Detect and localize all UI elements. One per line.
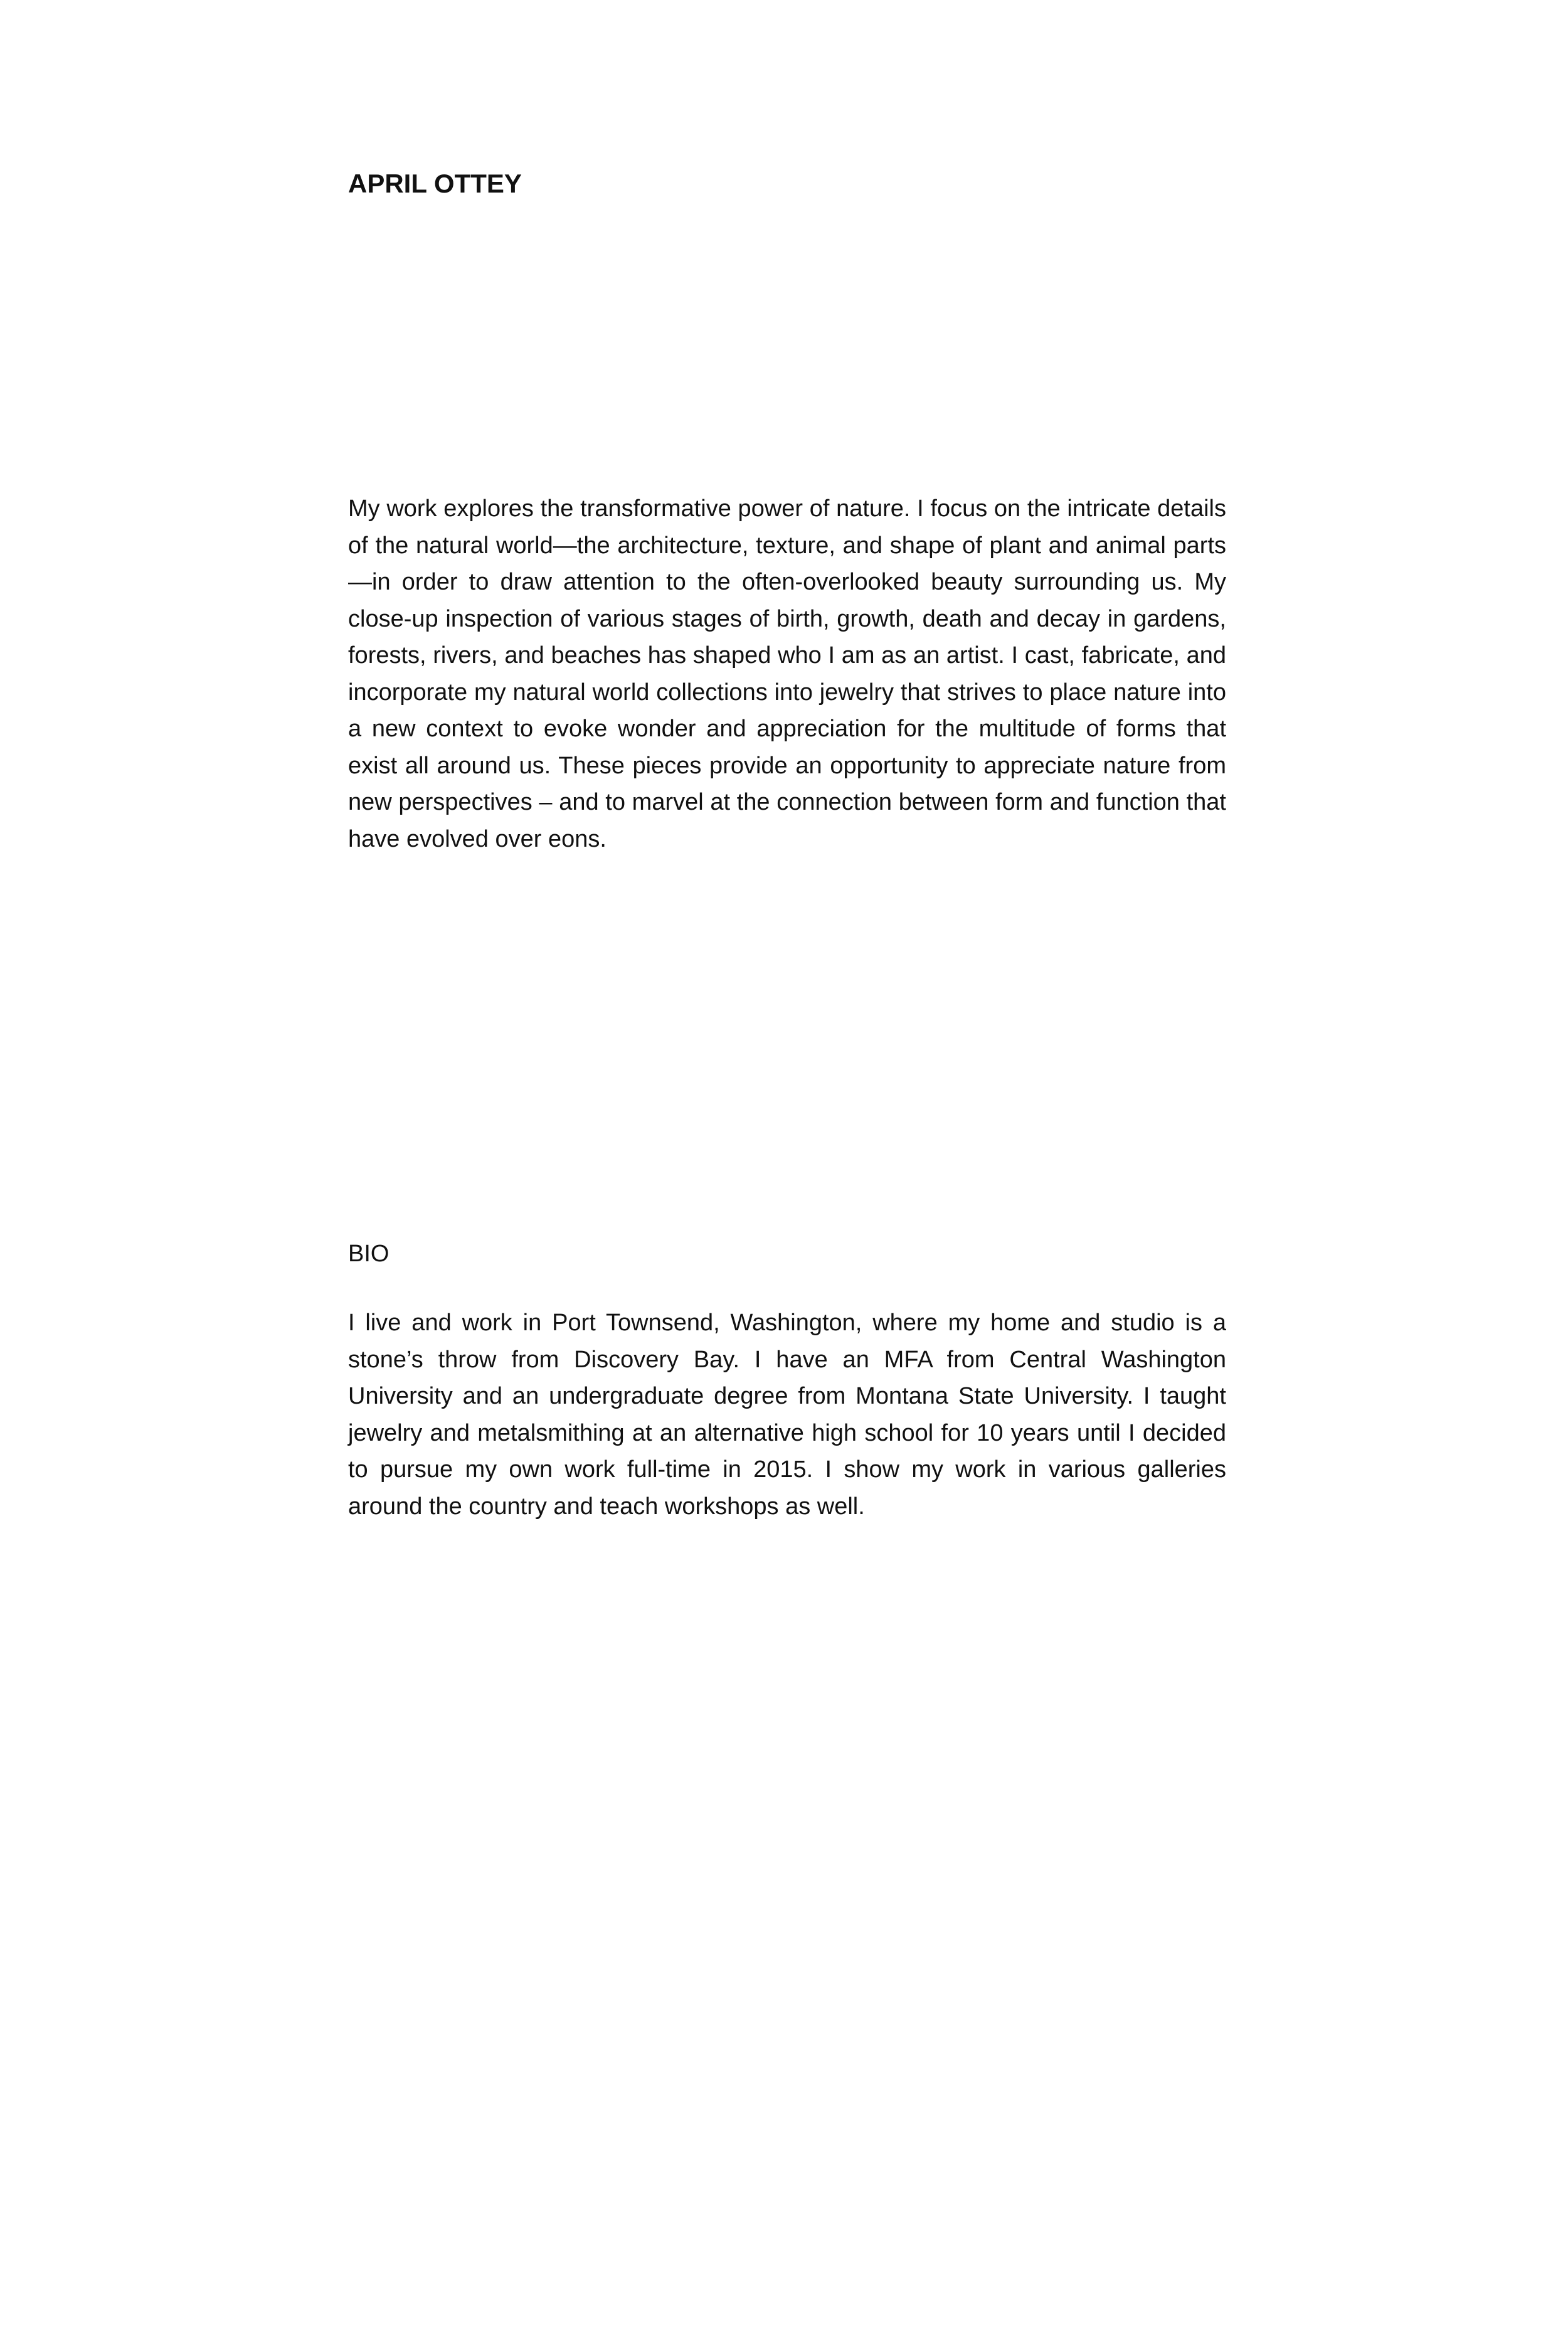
- author-name: APRIL OTTEY: [348, 169, 522, 198]
- artist-statement: My work explores the transformative power of nature. I focus on the intricate details of the natural world—the architecture, texture, and shape of plant and animal parts—in order to draw attention to the often-overlooked beauty surrounding us. My close-up inspection of various stages of birth, growth, death and decay in gardens, forests, rivers, and beaches has shaped who I am as an artist. I cast, fabricate, and incorporate my natural world collections into jewelry that strives to place nature into a new context to evoke wonder and appreciation for the multitude of forms that exist all around us. These pieces provide an opportunity to appreciate nature from new perspectives – and to marvel at the connection between form and function that have evolved over eons.: [348, 495, 1226, 852]
- bio-heading: BIO: [348, 1241, 389, 1267]
- bio-text: I live and work in Port Townsend, Washington, where my home and studio is a stone’s throw from Discovery Bay. I have an MFA from Central Washington University and an undergraduate degree from Montana State University. I taught jewelry and metalsmithing at an alternative high school for 10 years until I decided to pursue my own work full-time in 2015. I show my work in various galleries around the country and teach workshops as well.: [348, 1310, 1226, 1520]
